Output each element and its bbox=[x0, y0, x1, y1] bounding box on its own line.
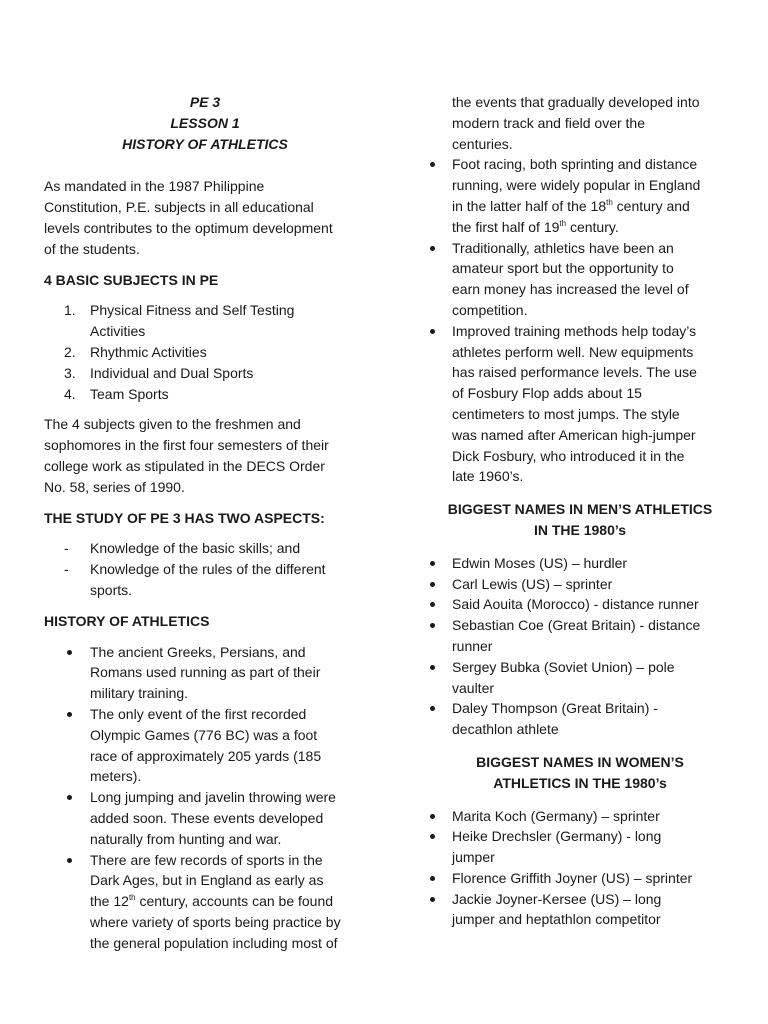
text-line: sports. bbox=[90, 581, 133, 598]
list-item bbox=[44, 559, 366, 601]
text-line: Improved training methods help today’s bbox=[452, 322, 697, 339]
text-line: No. 58, series of 1990. bbox=[44, 478, 185, 495]
text-line: Traditionally, athletics have been an bbox=[452, 239, 674, 256]
text-span: century, accounts can be found bbox=[135, 893, 334, 910]
text-line: Team Sports bbox=[90, 385, 169, 402]
text-line: has raised performance levels. The use bbox=[452, 364, 697, 381]
men-heading bbox=[430, 499, 730, 541]
list-item bbox=[430, 594, 730, 615]
bullet-icon bbox=[430, 834, 435, 839]
heading-line: BIGGEST NAMES IN MEN’S ATHLETICS bbox=[447, 501, 713, 518]
text-line: Rhythmic Activities bbox=[90, 343, 207, 360]
text-line: modern track and field over the bbox=[452, 114, 645, 131]
text-line: centuries. bbox=[452, 135, 513, 152]
text-span: the first half of 19 bbox=[452, 218, 560, 235]
bullet-icon bbox=[430, 876, 435, 881]
text-line: where variety of sports being practice by bbox=[90, 913, 341, 930]
list-item bbox=[44, 850, 366, 954]
history-heading: HISTORY OF ATHLETICS bbox=[44, 612, 210, 629]
text-line: Foot racing, both sprinting and distance bbox=[452, 156, 698, 173]
decs-paragraph bbox=[44, 414, 366, 497]
bullet-icon bbox=[430, 706, 435, 711]
text-line: running, were widely popular in England bbox=[452, 177, 701, 194]
text-line: Knowledge of the rules of the different bbox=[90, 561, 326, 578]
text-line: Marita Koch (Germany) – sprinter bbox=[452, 807, 660, 824]
text-line: sophomores in the first four semesters of their bbox=[44, 437, 329, 454]
list-item bbox=[44, 787, 366, 849]
women-list bbox=[430, 806, 730, 931]
text-line bbox=[90, 891, 366, 912]
text-line: Constitution, P.E. subjects in all educational bbox=[44, 199, 314, 216]
subjects-heading: 4 BASIC SUBJECTS IN PE bbox=[44, 271, 219, 288]
text-line: earn money has increased the level of bbox=[452, 281, 689, 298]
text-line: vaulter bbox=[452, 679, 495, 696]
text-line: Knowledge of the basic skills; and bbox=[90, 540, 301, 557]
left-column bbox=[44, 92, 366, 953]
bullet-icon bbox=[67, 712, 72, 717]
list-number: 1. bbox=[64, 302, 76, 319]
women-heading bbox=[430, 752, 730, 794]
text-line: decathlon athlete bbox=[452, 721, 559, 738]
list-item bbox=[430, 553, 730, 574]
text-line: competition. bbox=[452, 301, 528, 318]
text-line: Said Aouita (Morocco) - distance runner bbox=[452, 596, 699, 613]
text-line: As mandated in the 1987 Philippine bbox=[44, 178, 265, 195]
right-column bbox=[430, 92, 730, 930]
list-item bbox=[44, 363, 366, 384]
text-line: Sergey Bubka (Soviet Union) – pole bbox=[452, 658, 675, 675]
subjects-list bbox=[44, 300, 366, 404]
text-span: century. bbox=[566, 218, 619, 235]
bullet-icon bbox=[430, 329, 435, 334]
list-item bbox=[430, 321, 730, 487]
list-item bbox=[44, 342, 366, 363]
text-line: Dark Ages, but in England as early as bbox=[90, 872, 324, 889]
list-item bbox=[430, 657, 730, 699]
text-span: century and bbox=[612, 197, 690, 214]
text-line bbox=[452, 196, 730, 217]
text-line: Physical Fitness and Self Testing bbox=[90, 302, 295, 319]
bullet-icon bbox=[67, 858, 72, 863]
text-span: the 12 bbox=[90, 893, 129, 910]
text-line: athletes perform well. New equipments bbox=[452, 343, 694, 360]
aspects-heading: THE STUDY OF PE 3 HAS TWO ASPECTS: bbox=[44, 509, 325, 526]
bullet-icon bbox=[67, 795, 72, 800]
text-line: Heike Drechsler (Germany) - long bbox=[452, 828, 662, 845]
text-line: of Fosbury Flop adds about 15 bbox=[452, 385, 642, 402]
bullet-icon bbox=[430, 246, 435, 251]
text-line bbox=[452, 217, 730, 238]
heading-line: ATHLETICS IN THE 1980’s bbox=[493, 774, 667, 791]
dash-marker: - bbox=[64, 561, 69, 578]
text-line: Jackie Joyner-Kersee (US) – long bbox=[452, 890, 662, 907]
intro-paragraph bbox=[44, 176, 366, 259]
bullet-icon bbox=[430, 561, 435, 566]
text-line: Daley Thompson (Great Britain) - bbox=[452, 700, 658, 717]
text-line: amateur sport but the opportunity to bbox=[452, 260, 674, 277]
aspects-list bbox=[44, 538, 366, 600]
document-title bbox=[44, 92, 366, 154]
history-list bbox=[44, 642, 366, 954]
list-item bbox=[44, 704, 366, 787]
list-number: 4. bbox=[64, 385, 76, 402]
bullet-icon bbox=[430, 623, 435, 628]
dash-marker: - bbox=[64, 540, 69, 557]
bullet-icon bbox=[430, 162, 435, 167]
text-line: race of approximately 205 yards (185 bbox=[90, 747, 322, 764]
list-item bbox=[44, 300, 366, 342]
text-line: of the students. bbox=[44, 240, 140, 257]
text-line: naturally from hunting and war. bbox=[90, 830, 282, 847]
text-line: centimeters to most jumps. The style bbox=[452, 405, 680, 422]
text-line: Olympic Games (776 BC) was a foot bbox=[90, 726, 318, 743]
text-line: The ancient Greeks, Persians, and bbox=[90, 643, 306, 660]
text-line: Carl Lewis (US) – sprinter bbox=[452, 575, 613, 592]
text-line: the events that gradually developed into bbox=[452, 94, 700, 110]
list-item bbox=[44, 642, 366, 704]
men-list bbox=[430, 553, 730, 740]
text-line: college work as stipulated in the DECS Order bbox=[44, 457, 325, 474]
text-line: Florence Griffith Joyner (US) – sprinter bbox=[452, 869, 693, 886]
text-line: runner bbox=[452, 637, 493, 654]
text-line: There are few records of sports in the bbox=[90, 851, 323, 868]
list-number: 2. bbox=[64, 343, 76, 360]
text-line: military training. bbox=[90, 685, 189, 702]
text-line: the general population including most of bbox=[90, 934, 338, 951]
title-line: HISTORY OF ATHLETICS bbox=[122, 135, 288, 152]
list-item bbox=[44, 538, 366, 559]
list-item bbox=[430, 889, 730, 931]
list-item bbox=[430, 806, 730, 827]
text-line: The only event of the first recorded bbox=[90, 705, 307, 722]
list-item bbox=[430, 615, 730, 657]
heading-line: IN THE 1980’s bbox=[533, 521, 627, 538]
text-line: Individual and Dual Sports bbox=[90, 364, 254, 381]
text-span: in the latter half of the 18 bbox=[452, 197, 607, 214]
text-line: jumper and heptathlon competitor bbox=[452, 911, 661, 928]
text-line: Sebastian Coe (Great Britain) - distance bbox=[452, 617, 701, 634]
text-line: Romans used running as part of their bbox=[90, 664, 321, 681]
superscript: th bbox=[606, 197, 613, 207]
text-line: late 1960’s. bbox=[452, 468, 524, 485]
continued-list-item bbox=[430, 92, 730, 154]
bullet-icon bbox=[430, 897, 435, 902]
list-item bbox=[430, 698, 730, 740]
text-line: Dick Fosbury, who introduced it in the bbox=[452, 447, 685, 464]
title-line: LESSON 1 bbox=[170, 114, 240, 131]
heading-line: BIGGEST NAMES IN WOMEN’S bbox=[476, 753, 684, 770]
bullet-icon bbox=[430, 665, 435, 670]
list-item bbox=[430, 574, 730, 595]
list-item bbox=[44, 384, 366, 405]
bullet-icon bbox=[430, 814, 435, 819]
bullet-icon bbox=[430, 602, 435, 607]
text-line: was named after American high-jumper bbox=[452, 426, 696, 443]
list-item bbox=[430, 238, 730, 321]
list-number: 3. bbox=[64, 364, 76, 381]
text-line: jumper bbox=[452, 849, 495, 866]
text-line: added soon. These events developed bbox=[90, 809, 324, 826]
list-item bbox=[430, 826, 730, 868]
superscript: th bbox=[128, 893, 136, 903]
bullet-icon bbox=[67, 650, 72, 655]
text-line: levels contributes to the optimum development bbox=[44, 219, 333, 236]
text-line: Long jumping and javelin throwing were bbox=[90, 789, 336, 806]
text-line: Edwin Moses (US) – hurdler bbox=[452, 554, 628, 571]
list-item bbox=[430, 868, 730, 889]
text-line: meters). bbox=[90, 768, 142, 785]
list-item bbox=[430, 154, 730, 237]
title-line: PE 3 bbox=[189, 94, 221, 110]
text-line: Activities bbox=[90, 323, 146, 340]
bullet-icon bbox=[430, 582, 435, 587]
text-line: The 4 subjects given to the freshmen and bbox=[44, 416, 301, 433]
superscript: th bbox=[559, 218, 567, 228]
